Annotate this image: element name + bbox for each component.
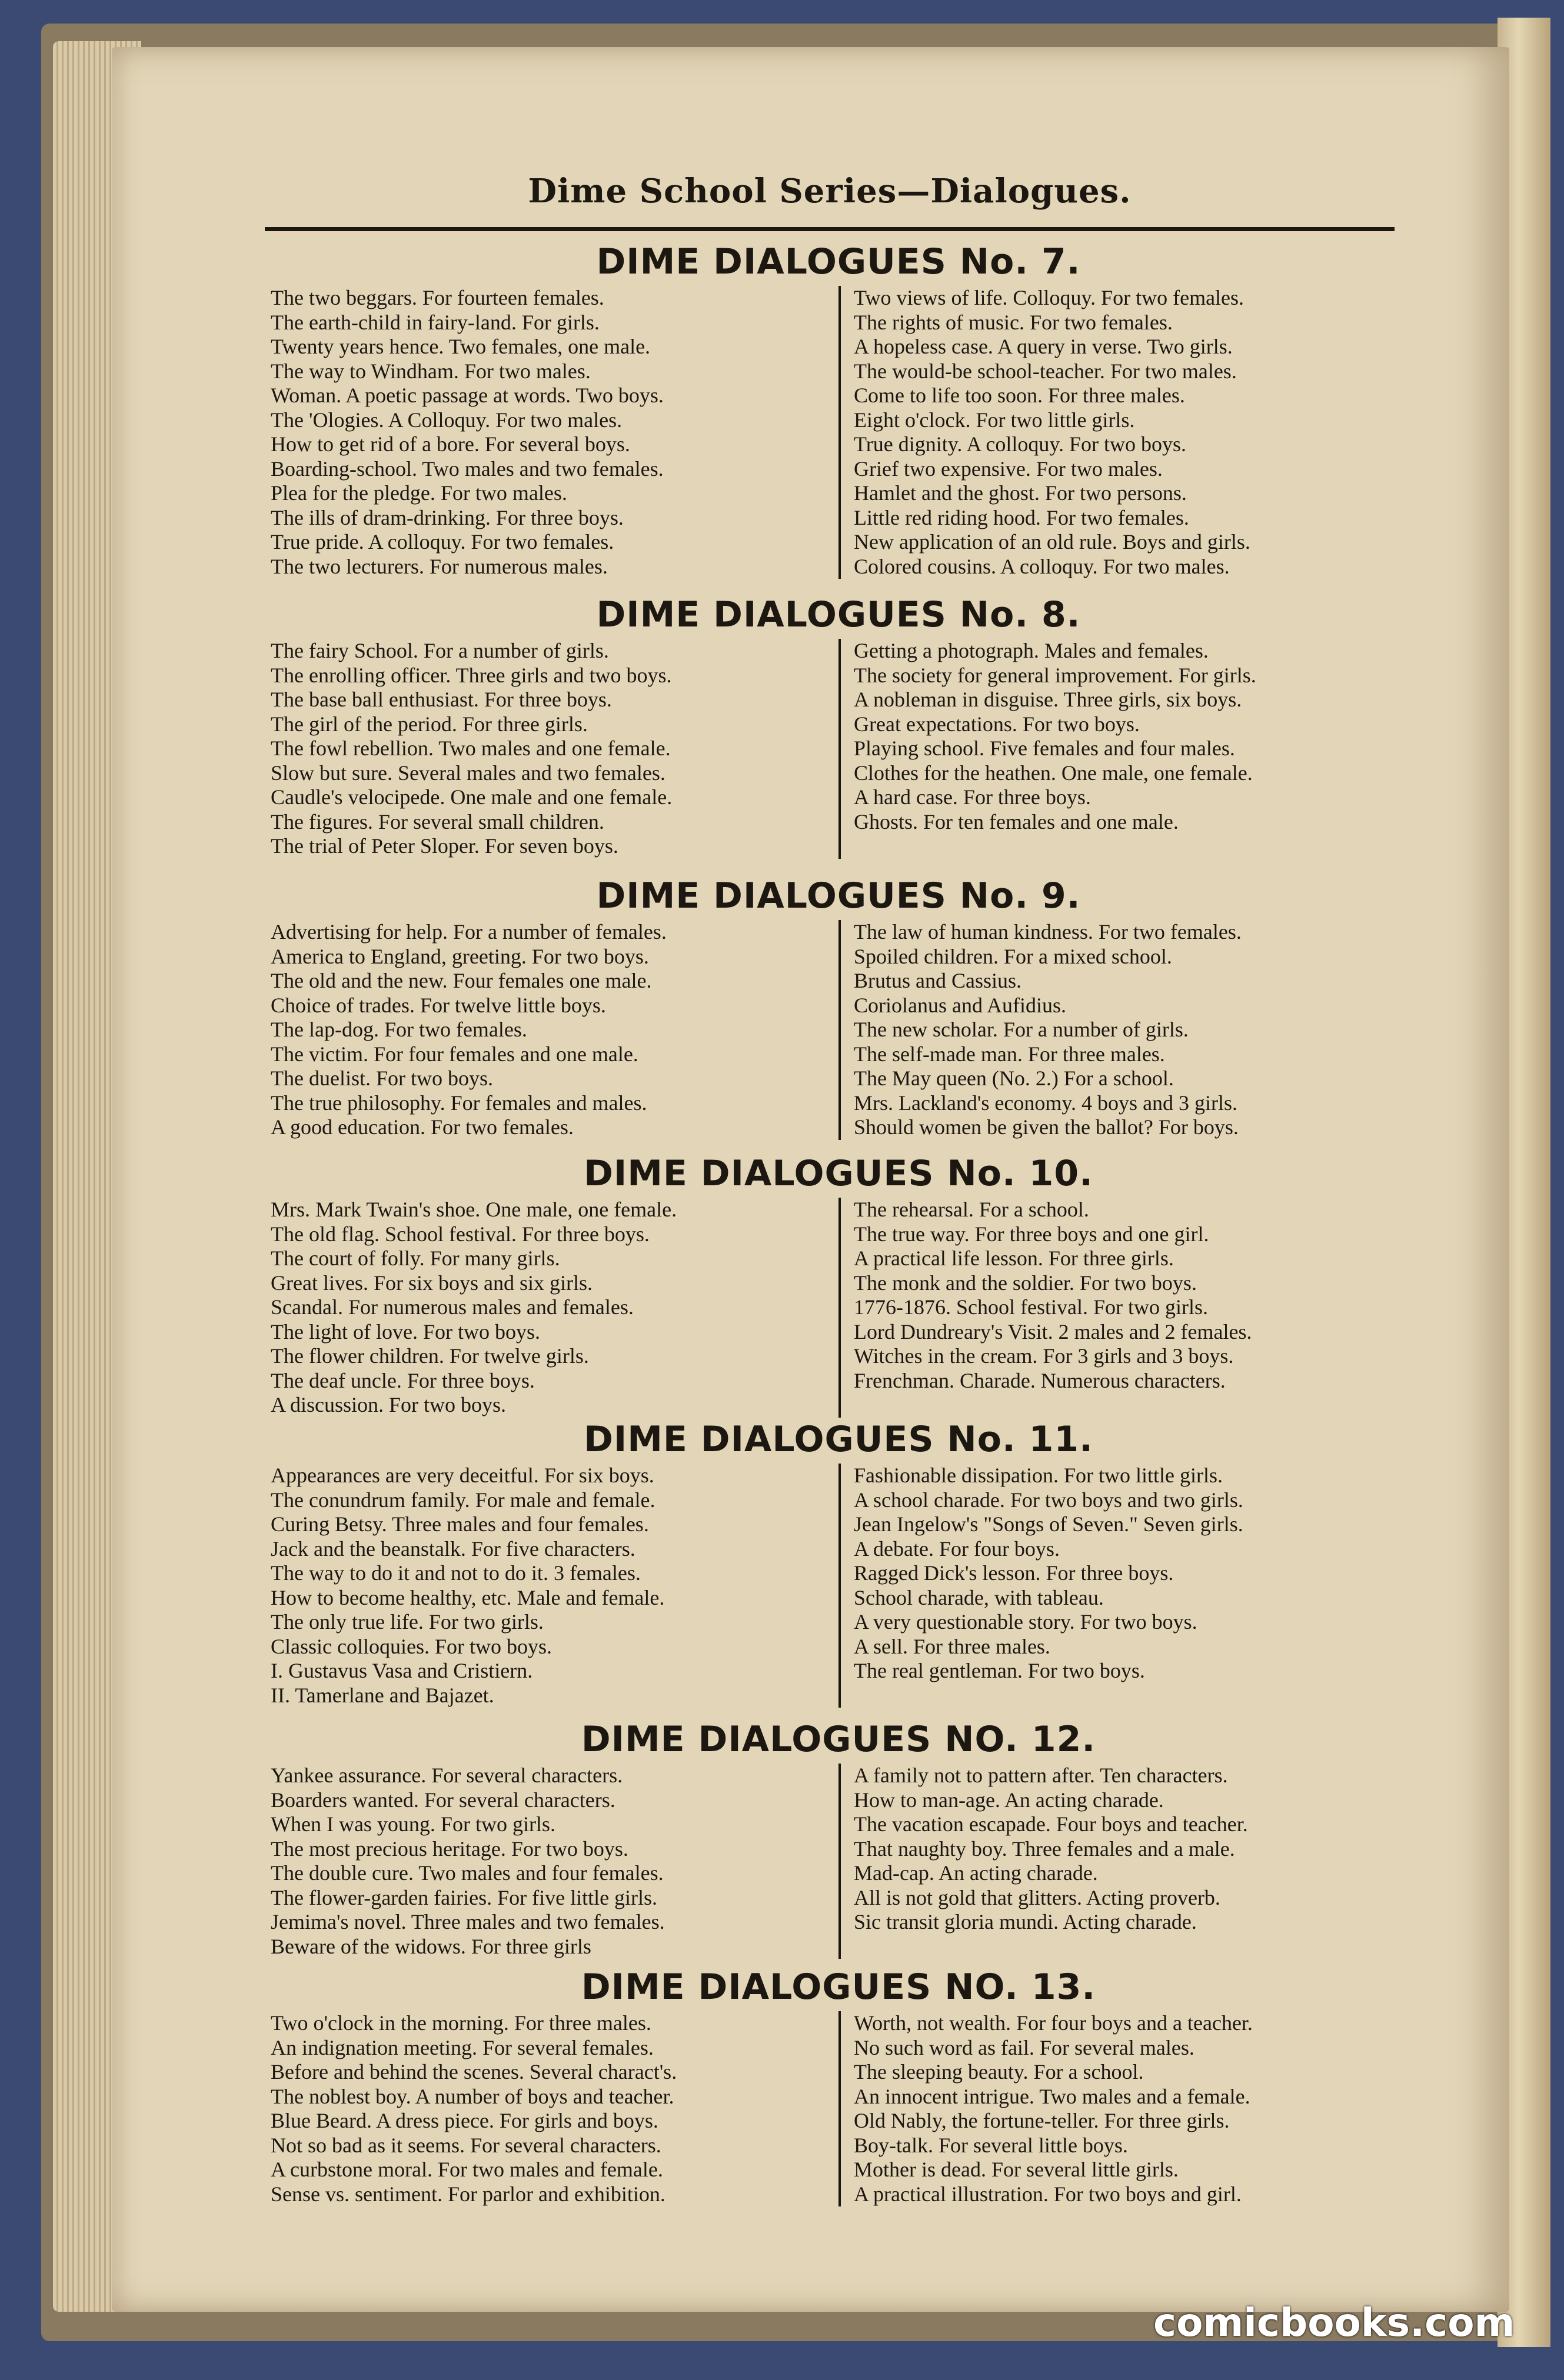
dialogue-entry: The most precious heritage. For two boys. <box>271 1836 628 1861</box>
dialogue-entry: Boarders wanted. For several characters. <box>271 1788 615 1812</box>
right-column <box>838 286 1406 579</box>
right-column <box>838 2011 1406 2206</box>
dialogue-entry: Caudle's velocipede. One male and one female. <box>271 785 673 809</box>
dialogue-entry: Boy-talk. For several little boys. <box>854 2133 1128 2157</box>
dialogue-entry: The victim. For four females and one male. <box>271 1042 638 1066</box>
dialogue-entry: The conundrum family. For male and female. <box>271 1488 655 1512</box>
dialogue-entry: Two o'clock in the morning. For three males. <box>271 2011 651 2035</box>
dialogue-entry: Not so bad as it seems. For several characters. <box>271 2133 661 2157</box>
dialogue-entry: Sense vs. sentiment. For parlor and exhibition. <box>271 2182 665 2206</box>
dialogue-entry: Sic transit gloria mundi. Acting charade. <box>854 1910 1197 1934</box>
dialogue-entry: Hamlet and the ghost. For two persons. <box>854 481 1187 505</box>
dialogue-entry: New application of an old rule. Boys and girls. <box>854 530 1250 554</box>
dialogue-entry: The deaf uncle. For three boys. <box>271 1368 535 1392</box>
dialogue-entry: The earth-child in fairy-land. For girls. <box>271 310 600 334</box>
dialogue-entry: School charade, with tableau. <box>854 1585 1104 1609</box>
left-column <box>271 286 838 579</box>
dialogue-entry: The real gentleman. For two boys. <box>854 1659 1145 1682</box>
right-column <box>838 639 1406 859</box>
dialogue-entry: The double cure. Two males and four females. <box>271 1861 664 1885</box>
dialogue-entry: The duelist. For two boys. <box>271 1066 493 1090</box>
dialogue-entry: Spoiled children. For a mixed school. <box>854 944 1172 968</box>
dialogue-entry: The trial of Peter Sloper. For seven boys. <box>271 834 618 858</box>
dialogue-entry: Beware of the widows. For three girls <box>271 1934 591 1958</box>
dialogue-entry: How to get rid of a bore. For several boys. <box>271 432 630 456</box>
dialogue-entry: A very questionable story. For two boys. <box>854 1610 1197 1634</box>
section-title: DIME DIALOGUES No. 11. <box>584 1419 1093 1460</box>
section-columns <box>271 1464 1406 1708</box>
dialogue-entry: Before and behind the scenes. Several charact's. <box>271 2060 677 2084</box>
section-title: DIME DIALOGUES NO. 13. <box>581 1966 1096 2008</box>
section-dialogues-12 <box>271 1719 1406 1959</box>
dialogue-entry: The base ball enthusiast. For three boys. <box>271 688 612 711</box>
dialogue-entry: Plea for the pledge. For two males. <box>271 481 567 505</box>
dialogue-entry: Come to life too soon. For three males. <box>854 384 1185 407</box>
dialogue-entry: Two views of life. Colloquy. For two females. <box>854 286 1244 309</box>
dialogue-entry: A family not to pattern after. Ten characters. <box>854 1764 1228 1787</box>
dialogue-entry: A hard case. For three boys. <box>854 785 1091 809</box>
dialogue-entry: Grief two expensive. For two males. <box>854 456 1163 481</box>
dialogue-entry: The would-be school-teacher. For two males. <box>854 359 1237 383</box>
dialogue-entry: Little red riding hood. For two females. <box>854 505 1189 529</box>
dialogue-entry: The court of folly. For many girls. <box>271 1246 560 1270</box>
dialogue-entry: The fairy School. For a number of girls. <box>271 639 609 662</box>
section-columns <box>271 1764 1406 1959</box>
dialogue-entry: The flower children. For twelve girls. <box>271 1344 589 1368</box>
left-column <box>271 639 838 859</box>
dialogue-entry: How to man-age. An acting charade. <box>854 1788 1164 1812</box>
dialogue-entry: The girl of the period. For three girls. <box>271 712 588 736</box>
dialogue-entry: America to England, greeting. For two boys. <box>271 944 649 968</box>
dialogue-entry: The self-made man. For three males. <box>854 1042 1165 1066</box>
dialogue-entry: The sleeping beauty. For a school. <box>854 2060 1144 2084</box>
dialogue-entry: Ragged Dick's lesson. For three boys. <box>854 1561 1174 1585</box>
dialogue-entry: Jemima's novel. Three males and two females. <box>271 1910 665 1934</box>
dialogue-entry: True pride. A colloquy. For two females. <box>271 530 614 554</box>
dialogue-entry: The vacation escapade. Four boys and teacher. <box>854 1812 1248 1836</box>
dialogue-entry: Blue Beard. A dress piece. For girls and boys. <box>271 2109 658 2132</box>
dialogue-entry: Old Nably, the fortune-teller. For three girls. <box>854 2109 1230 2132</box>
dialogue-entry: A school charade. For two boys and two girls. <box>854 1488 1243 1512</box>
dialogue-entry: Mrs. Mark Twain's shoe. One male, one female. <box>271 1198 677 1221</box>
right-column <box>838 1464 1406 1708</box>
dialogue-entry: 1776-1876. School festival. For two girls. <box>854 1295 1208 1319</box>
dialogue-entry: A curbstone moral. For two males and female. <box>271 2158 663 2181</box>
section-title: DIME DIALOGUES No. 8. <box>596 594 1081 635</box>
dialogue-entry: An indignation meeting. For several females. <box>271 2035 654 2059</box>
dialogue-entry: All is not gold that glitters. Acting proverb. <box>854 1885 1220 1909</box>
dialogue-entry: Worth, not wealth. For four boys and a teacher. <box>854 2011 1253 2035</box>
dialogue-entry: A good education. For two females. <box>271 1115 574 1139</box>
dialogue-entry: True dignity. A colloquy. For two boys. <box>854 432 1187 456</box>
dialogue-entry: The true philosophy. For females and males. <box>271 1091 647 1115</box>
site-watermark: comicbooks.com <box>1153 2300 1515 2345</box>
dialogue-entry: Should women be given the ballot? For boys. <box>854 1115 1239 1139</box>
left-column <box>271 1764 838 1959</box>
dialogue-entry: Lord Dundreary's Visit. 2 males and 2 females. <box>854 1319 1252 1344</box>
left-column <box>271 920 838 1140</box>
right-column <box>838 1764 1406 1959</box>
header-rule <box>265 227 1395 237</box>
section-columns <box>271 639 1406 859</box>
section-title: DIME DIALOGUES No. 7. <box>596 241 1081 282</box>
dialogue-entry: The way to Windham. For two males. <box>271 359 591 383</box>
section-columns <box>271 2011 1406 2206</box>
section-title: DIME DIALOGUES No. 9. <box>596 875 1081 916</box>
section-columns <box>271 920 1406 1140</box>
dialogue-entry: The fowl rebellion. Two males and one female. <box>271 736 671 760</box>
section-dialogues-9 <box>271 875 1406 1140</box>
section-dialogues-7 <box>271 241 1406 579</box>
dialogue-entry: A discussion. For two boys. <box>271 1393 507 1416</box>
dialogue-entry: The society for general improvement. For girls. <box>854 663 1256 687</box>
dialogue-entry: Ghosts. For ten females and one male. <box>854 809 1179 834</box>
right-column <box>838 920 1406 1140</box>
dialogue-entry: A nobleman in disguise. Three girls, six boys. <box>854 688 1242 711</box>
dialogue-entry: Witches in the cream. For 3 girls and 3 boys. <box>854 1344 1234 1368</box>
dialogue-entry: The old and the new. Four females one male. <box>271 969 652 992</box>
dialogue-entry: A practical life lesson. For three girls. <box>854 1246 1174 1270</box>
dialogue-entry: The 'Ologies. A Colloquy. For two males. <box>271 408 623 432</box>
dialogue-entry: Getting a photograph. Males and females. <box>854 639 1209 662</box>
dialogue-entry: How to become healthy, etc. Male and female. <box>271 1585 665 1609</box>
section-dialogues-11 <box>271 1419 1406 1708</box>
section-dialogues-13 <box>271 1966 1406 2206</box>
dialogue-entry: Woman. A poetic passage at words. Two boys. <box>271 384 664 407</box>
dialogue-entry: The way to do it and not to do it. 3 females. <box>271 1561 641 1585</box>
dialogue-entry: A debate. For four boys. <box>854 1536 1060 1561</box>
dialogue-entry: The law of human kindness. For two females. <box>854 920 1242 944</box>
left-column <box>271 1198 838 1418</box>
dialogue-entry: Yankee assurance. For several characters. <box>271 1764 623 1787</box>
dialogue-entry: The rehearsal. For a school. <box>854 1198 1089 1221</box>
dialogue-entry: Jack and the beanstalk. For five characters. <box>271 1536 635 1561</box>
dialogue-entry: Mother is dead. For several little girls. <box>854 2158 1179 2181</box>
dialogue-entry: Great expectations. For two boys. <box>854 712 1140 736</box>
dialogue-entry: The two beggars. For fourteen females. <box>271 286 604 309</box>
section-title: DIME DIALOGUES No. 10. <box>584 1153 1093 1194</box>
left-column <box>271 1464 838 1708</box>
dialogue-entry: The figures. For several small children. <box>271 809 604 834</box>
dialogue-entry: Brutus and Cassius. <box>854 969 1022 992</box>
section-title: DIME DIALOGUES NO. 12. <box>581 1719 1096 1760</box>
dialogue-entry: II. Tamerlane and Bajazet. <box>271 1683 494 1707</box>
dialogue-entry: Playing school. Five females and four males. <box>854 736 1235 760</box>
left-column <box>271 2011 838 2206</box>
dialogue-entry: The ills of dram-drinking. For three boys. <box>271 505 624 529</box>
dialogue-entry: Appearances are very deceitful. For six boys. <box>271 1464 654 1487</box>
dialogue-entry: Twenty years hence. Two females, one male. <box>271 335 651 358</box>
dialogue-entry: A hopeless case. A query in verse. Two girls. <box>854 335 1233 358</box>
page-header: Dime School Series—Dialogues. <box>528 172 1132 211</box>
section-columns <box>271 286 1406 579</box>
dialogue-entry: Scandal. For numerous males and females. <box>271 1295 634 1319</box>
dialogue-entry: The old flag. School festival. For three boys. <box>271 1222 650 1246</box>
section-columns <box>271 1198 1406 1418</box>
dialogue-entry: The new scholar. For a number of girls. <box>854 1018 1189 1041</box>
dialogue-entry: Classic colloquies. For two boys. <box>271 1634 552 1658</box>
dialogue-entry: Mad-cap. An acting charade. <box>854 1861 1098 1885</box>
dialogue-entry: Jean Ingelow's "Songs of Seven." Seven girls. <box>854 1512 1243 1536</box>
dialogue-entry: Mrs. Lackland's economy. 4 boys and 3 girls. <box>854 1091 1238 1115</box>
dialogue-entry: Boarding-school. Two males and two females. <box>271 456 664 481</box>
dialogue-entry: No such word as fail. For several males. <box>854 2035 1194 2059</box>
dialogue-entry: The enrolling officer. Three girls and two boys. <box>271 663 672 687</box>
dialogue-entry: Coriolanus and Aufidius. <box>854 993 1066 1017</box>
dialogue-entry: The noblest boy. A number of boys and teacher. <box>271 2084 674 2108</box>
section-dialogues-8 <box>271 594 1406 859</box>
dialogue-entry: A sell. For three males. <box>854 1634 1050 1658</box>
dialogue-entry: The only true life. For two girls. <box>271 1610 544 1634</box>
dialogue-entry: Eight o'clock. For two little girls. <box>854 408 1135 432</box>
dialogue-entry: I. Gustavus Vasa and Cristiern. <box>271 1659 533 1682</box>
dialogue-entry: Advertising for help. For a number of females. <box>271 920 667 944</box>
dialogue-entry: The two lecturers. For numerous males. <box>271 554 608 578</box>
dialogue-entry: When I was young. For two girls. <box>271 1812 555 1836</box>
dialogue-entry: Clothes for the heathen. One male, one female. <box>854 761 1253 785</box>
dialogue-entry: The rights of music. For two females. <box>854 310 1173 334</box>
dialogue-entry: Great lives. For six boys and six girls. <box>271 1271 593 1295</box>
dialogue-entry: Choice of trades. For twelve little boys. <box>271 993 606 1017</box>
dialogue-entry: The monk and the soldier. For two boys. <box>854 1271 1197 1295</box>
dialogue-entry: The flower-garden fairies. For five little girls. <box>271 1885 658 1909</box>
dialogue-entry: The true way. For three boys and one girl. <box>854 1222 1209 1246</box>
dialogue-entry: Frenchman. Charade. Numerous characters. <box>854 1368 1226 1392</box>
dialogue-entry: The May queen (No. 2.) For a school. <box>854 1066 1174 1090</box>
dialogue-entry: Curing Betsy. Three males and four females. <box>271 1512 649 1536</box>
dialogue-entry: That naughty boy. Three females and a male. <box>854 1836 1235 1861</box>
section-dialogues-10 <box>271 1153 1406 1418</box>
right-column <box>838 1198 1406 1418</box>
dialogue-entry: Fashionable dissipation. For two little girls. <box>854 1464 1223 1487</box>
dialogue-entry: Slow but sure. Several males and two females. <box>271 761 665 785</box>
dialogue-entry: Colored cousins. A colloquy. For two males. <box>854 554 1230 578</box>
dialogue-entry: An innocent intrigue. Two males and a female. <box>854 2084 1250 2108</box>
dialogue-entry: The lap-dog. For two females. <box>271 1018 527 1041</box>
dialogue-entry: A practical illustration. For two boys and girl. <box>854 2182 1242 2206</box>
dialogue-entry: The light of love. For two boys. <box>271 1319 540 1344</box>
